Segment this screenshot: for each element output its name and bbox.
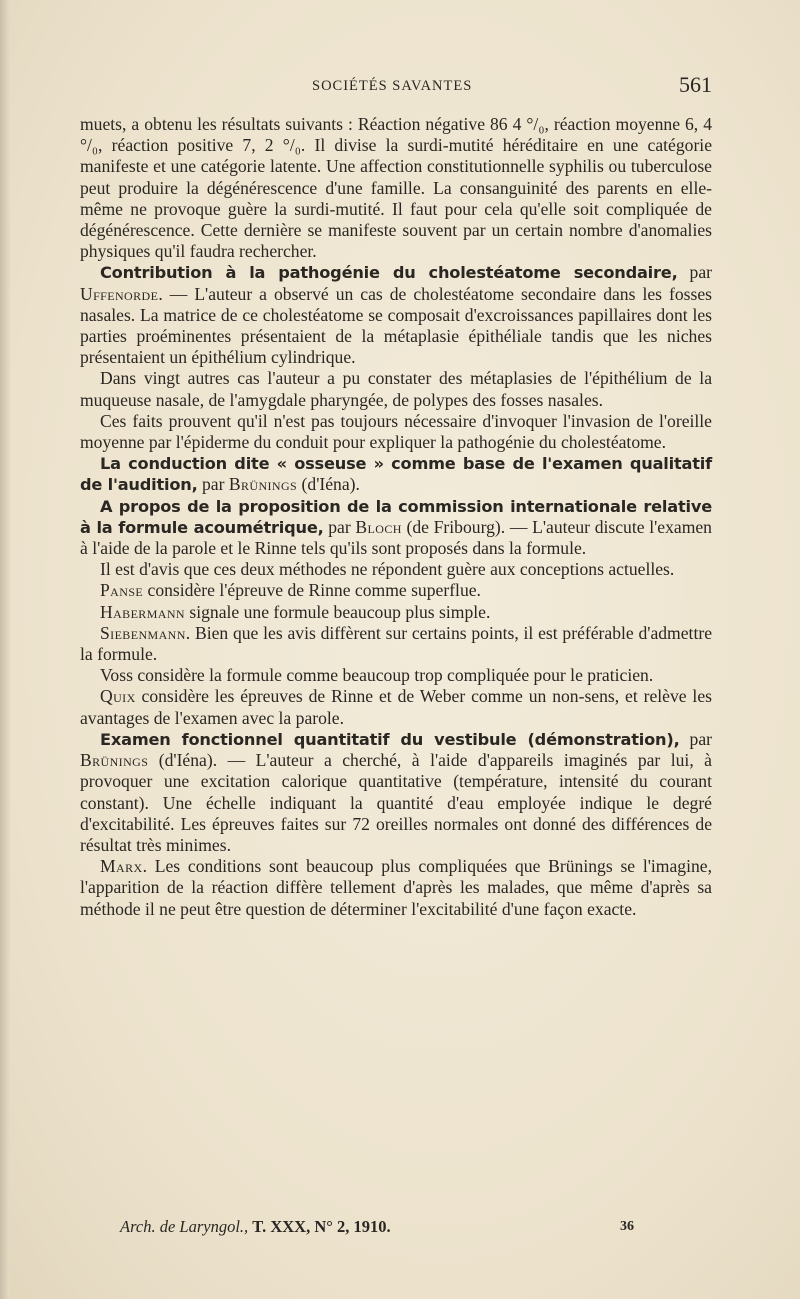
- paragraph-habermann: [80, 602, 712, 623]
- paragraph-metaplasies: Dans vingt autres cas l'auteur a pu constater des métaplasies de l'épithélium de la muqueuse nasale, de l'amygdale pharyngée, de polypes des fosses nasales.: [80, 368, 712, 410]
- author-marx: Marx: [100, 856, 143, 877]
- journal-name: Arch. de Laryngol.,: [120, 1217, 249, 1236]
- paragraph-conduction: [80, 453, 712, 495]
- by-word: par: [328, 516, 351, 537]
- paragraph-surdimutite: muets, a obtenu les résultats suivants : Réaction négative 86 4 °/₀, réaction moyenne 6, 4 °/₀, réaction positive 7, 2 °/₀. Il divise la surdi-mutité héréditaire en une catégorie manifeste et une catégorie latente. Une affection constitutionnelle syphilis ou tuberculose peut produire la dégénérescence d'une famille. La consanguinité des parents en elle-même ne provoque guère la surdi-mutité. Il faut pour cela qu'elle soit compliquée de dégénérescence. Cette dernière se manifeste souvent par un certain nombre d'anomalies physiques qu'il faudra rechercher.: [80, 114, 712, 262]
- journal-citation: [120, 1217, 391, 1237]
- paragraph-quix: [80, 686, 712, 728]
- author-siebenmann: Siebenmann: [100, 622, 186, 643]
- paragraph-text: . Bien que les avis diffèrent sur certains points, il est préférable d'admettre la formule.: [80, 622, 712, 665]
- author-panse: Panse: [100, 580, 144, 601]
- author-brunings: Brünings: [228, 474, 298, 495]
- page-number: 561: [679, 72, 712, 97]
- paragraph-text: (d'Iéna). — L'auteur a cherché, à l'aide d'appareils imaginés par lui, à provoquer une excitation calorique quantitative (température, intensité du courant constant). Une échelle indiquant la quantité d'eau employée indique le degré d'excitabilité. Les épreuves faites sur 72 oreilles normales ont donné des différences de résultat très minimes.: [80, 750, 712, 855]
- paragraph-text: considère les épreuves de Rinne et de Weber comme un non-sens, et relève les avantages de l'examen avec la parole.: [80, 686, 712, 728]
- paragraph-siebenmann: [80, 623, 712, 665]
- author-habermann: Habermann: [100, 601, 185, 622]
- author-quix: Quix: [100, 686, 136, 707]
- page-gutter: [0, 0, 10, 1299]
- by-word: par: [689, 262, 712, 283]
- paragraph-text: (d'Iéna).: [301, 474, 360, 495]
- signature-mark: 36: [620, 1219, 634, 1234]
- by-word: par: [201, 474, 225, 495]
- paragraph-marx: [80, 856, 712, 920]
- by-word: par: [689, 728, 712, 749]
- author-brunings: Brünings: [80, 750, 149, 771]
- paragraph-voss: Voss considère la formule comme beaucoup trop compliquée pour le praticien.: [100, 665, 654, 686]
- paragraph-formule: [80, 496, 712, 560]
- page-header: [80, 72, 712, 102]
- paragraph-text: signale une formule beaucoup plus simple.: [189, 601, 491, 622]
- paragraph-text: . — L'auteur a observé un cas de cholestéatome secondaire dans les fosses nasales. La matrice de ce cholestéatome se composait d'excroissances papillaires dont les parties proéminentes présentaient de la métaplasie épithéliale tandis que les niches présentaient un épithélium cylindrique.: [80, 283, 712, 368]
- author-bloch: Bloch: [355, 516, 402, 537]
- paragraph-cholesteatome: [80, 262, 712, 368]
- paragraph-vestibule: [80, 729, 712, 856]
- section-title-cholesteatome: Contribution à la pathogénie du cholestéatome secondaire,: [100, 263, 678, 283]
- paragraph-text: (de Fribourg). — L'auteur discute l'examen à l'aide de la parole et le Rinne tels qu'ils sont proposés dans la formule.: [80, 516, 712, 559]
- paragraph-text: considère l'épreuve de Rinne comme superflue.: [147, 580, 481, 601]
- section-title-conduction: La conduction dite « osseuse » comme base de l'examen qualitatif de l'audition,: [80, 454, 712, 495]
- paragraph-panse: [80, 580, 712, 601]
- author-uffenorde: Uffenorde: [80, 283, 159, 304]
- paragraph-text: . Les conditions sont beaucoup plus compliquées que Brünings se l'imagine, l'apparition de la réaction diffère tellement d'après les malades, que même d'après sa méthode il ne peut être question de déterminer l'excitabilité d'une façon exacte.: [80, 856, 712, 919]
- section-title-formule: A propos de la proposition de la commission internationale relative à la formule acoumétrique,: [80, 496, 712, 537]
- page-footer: [80, 1217, 712, 1239]
- section-title-vestibule: Examen fonctionnel quantitatif du vestibule (démonstration),: [100, 729, 680, 749]
- journal-volume: T. XXX, N° 2, 1910.: [252, 1217, 391, 1236]
- paragraph-avis: Il est d'avis que ces deux méthodes ne répondent guère aux conceptions actuelles.: [100, 559, 675, 580]
- article-body: [80, 114, 712, 920]
- paragraph-faits: Ces faits prouvent qu'il n'est pas toujours nécessaire d'invoquer l'invasion de l'oreille moyenne par l'épiderme du conduit pour expliquer la pathogénie du cholestéatome.: [80, 410, 712, 453]
- running-head: SOCIÉTÉS SAVANTES: [312, 78, 473, 94]
